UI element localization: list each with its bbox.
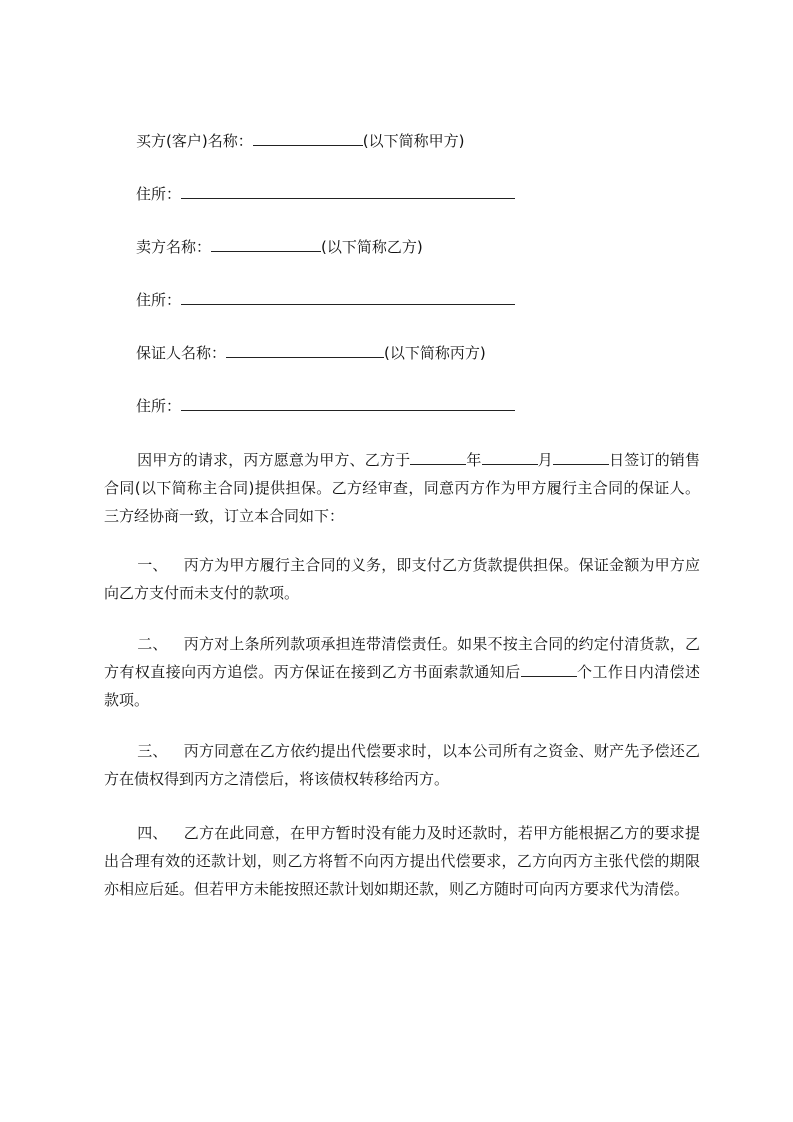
year-blank[interactable] [410,450,466,465]
buyer-name-line [136,130,464,152]
seller-address-label: 住所： [136,291,182,309]
seller-name-blank[interactable] [211,237,321,252]
clause-3 [104,737,700,793]
clause-text: 丙方对上条所列款项承担连带清偿责任。如果不按主合同的约定付清货款，乙方有权直接向丙方追偿。丙方保证在接到乙方书面索款通知后 [104,635,700,681]
guarantor-name-line [136,342,486,364]
clause-2 [104,630,700,714]
clause-text: 丙方为甲方履行主合同的义务，即支付乙方货款提供担保。保证金额为甲方应向乙方支付而未支付的款项。 [104,556,700,602]
seller-address-line [136,289,515,311]
intro-text-2: 日签订的销售合同(以下简称主合同)提供担保。乙方经审查，同意丙方作为甲方履行主合同的保证人。三方经协商一致，订立本合同如下： [104,451,700,525]
clause-number: 二、 [137,635,168,653]
month-label: 月 [537,451,553,469]
buyer-name-suffix: (以下简称甲方) [362,132,465,150]
clause-text: 乙方在此同意，在甲方暂时没有能力及时还款时，若甲方能根据乙方的要求提出合理有效的还款计划，则乙方将暂不向丙方提出代偿要求，乙方向丙方主张代偿的期限亦相应后延。但若甲方未能按照还款计划如期还款，则乙方随时可向丙方要求代为清偿。 [104,824,700,898]
buyer-name-blank[interactable] [253,131,363,146]
buyer-name-label: 买方(客户)名称： [136,132,253,150]
clause-number: 三、 [137,742,168,760]
intro-paragraph [104,446,700,530]
year-label: 年 [466,451,482,469]
month-blank[interactable] [482,450,538,465]
clause-text-end: 个工作日内清偿述款项。 [104,663,700,709]
buyer-address-blank[interactable] [181,184,515,199]
guarantor-address-blank[interactable] [181,396,515,411]
guarantor-name-suffix: (以下简称丙方) [384,344,486,362]
seller-address-blank[interactable] [181,290,515,305]
working-days-blank[interactable] [521,662,577,677]
day-blank[interactable] [553,450,609,465]
clause-number: 四、 [137,824,168,842]
intro-text-1: 因甲方的请求，丙方愿意为甲方、乙方于 [137,451,411,469]
clause-text: 丙方同意在乙方依约提出代偿要求时，以本公司所有之资金、财产先予偿还乙方在债权得到丙方之清偿后，将该债权转移给丙方。 [104,742,700,788]
guarantor-address-label: 住所： [136,397,182,415]
seller-name-suffix: (以下简称乙方) [321,238,423,256]
guarantor-address-line [136,395,515,417]
buyer-address-line [136,183,515,205]
clause-1 [104,551,700,607]
seller-name-line [136,236,423,258]
clause-number: 一、 [137,556,168,574]
seller-name-label: 卖方名称： [136,238,212,256]
guarantor-name-label: 保证人名称： [136,344,227,362]
clause-4 [104,819,700,903]
buyer-address-label: 住所： [136,185,182,203]
guarantor-name-blank[interactable] [226,343,384,358]
